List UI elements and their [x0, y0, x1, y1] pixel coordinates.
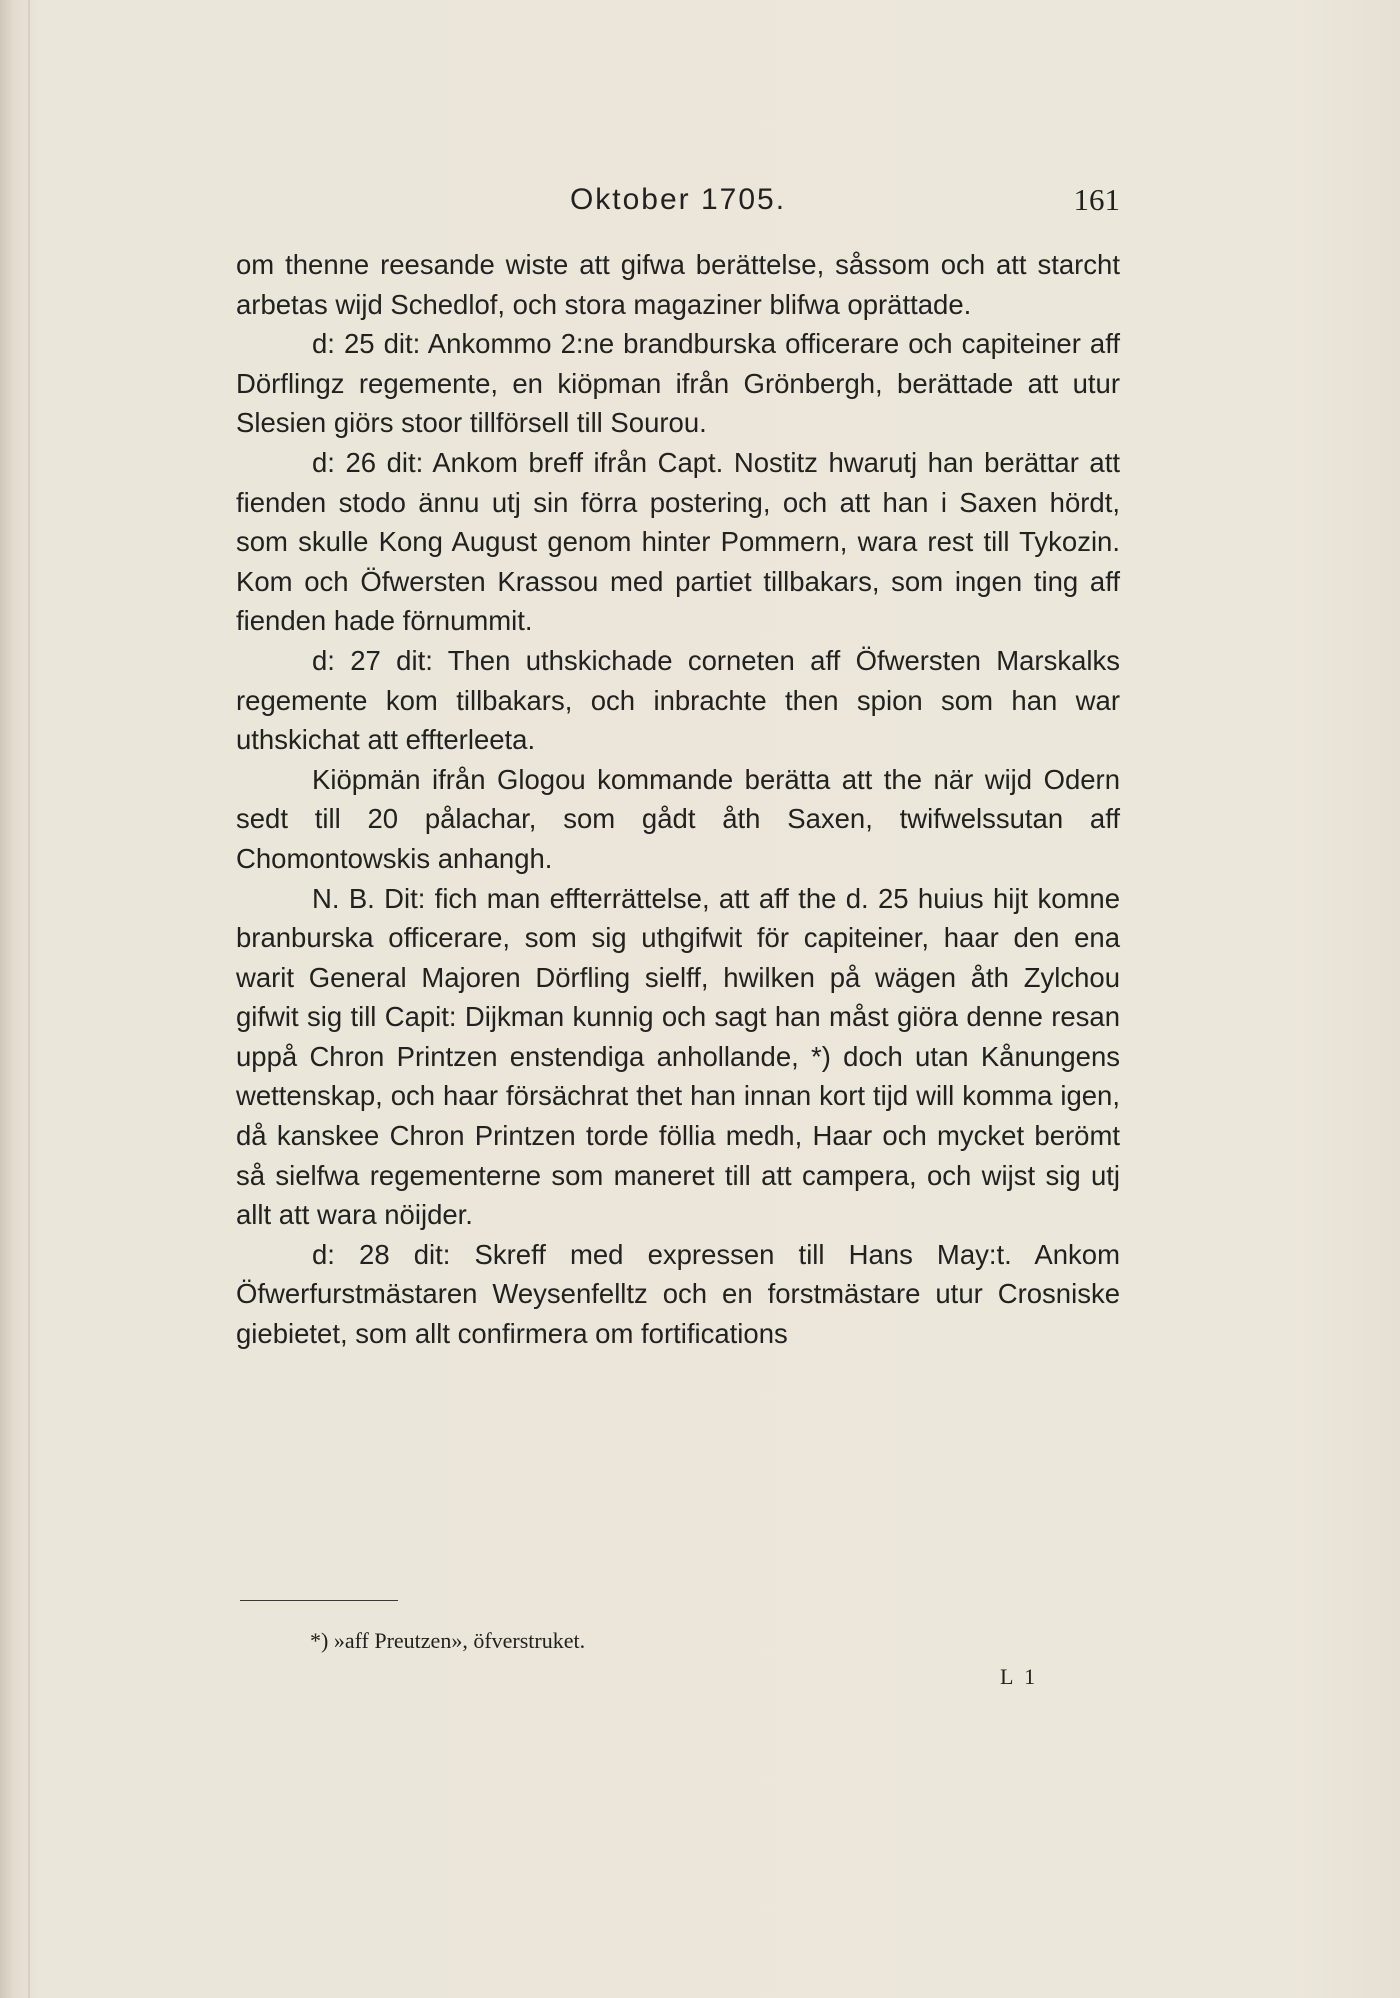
footnote: *) »aff Preutzen», öfverstruket. — [310, 1628, 586, 1653]
running-header — [236, 180, 1120, 220]
signature-mark: L 1 — [1000, 1664, 1039, 1689]
paragraph-continuation: om thenne reesande wiste att gifwa berättelse, såssom och att starcht arbetas wijd Schedlof, och stora magaziner blifwa oprättade. — [236, 249, 1120, 320]
entry-oct-27: d: 27 dit: Then uthskichade corneten aff Öfwersten Marskalks regemente kom tillbakars, och inbrachte then spion som han war uthskichat att effterleeta. — [236, 644, 1120, 756]
paragraph-nota-bene: N. B. Dit: fich man effterrättelse, att aff the d. 25 huius hijt komne branburska officerare, som sig uthgifwit för capiteiner, haar den ena warit General Majoren Dörfling sielff, hwilken på wägen åth Zylchou gifwit sig till Capit: Dijkman kunnig och sagt han måst giöra denne resan uppå Chron Printzen enstendiga anhollande, *) doch utan Kånungens wettenskap, och haar försächrat thet han innan kort tijd will komma igen, då kanskee Chron Printzen torde föllia medh, Haar och mycket berömt så sielfwa regementerne som maneret till att campera, och wijst sig utj allt att wara nöijder. — [236, 882, 1120, 1231]
paragraph-glogou: Kiöpmän ifrån Glogou kommande berätta att the när wijd Odern sedt till 20 pålachar, som gådt åth Saxen, twifwelssutan aff Chomontowskis anhangh. — [236, 763, 1120, 874]
page-number: 161 — [1073, 182, 1120, 217]
running-title: Oktober 1705. — [569, 183, 787, 216]
footnote-rule — [240, 1600, 398, 1601]
page-gutter-edge — [28, 0, 30, 1998]
entry-oct-25: d: 25 dit: Ankommo 2:ne brandburska officerare och capiteiner aff Dörflingz regemente, en kiöpman ifrån Grönbergh, berättade att utur Slesien giörs stoor tillförsell till Sourou. — [236, 328, 1120, 439]
entry-oct-28: d: 28 dit: Skreff med expressen till Hans May:t. Ankom Öfwerfurstmästaren Weysenfelltz och en forstmästare utur Crosniske giebietet, som allt confirmera om fortifications — [236, 1238, 1120, 1350]
entry-oct-26: d: 26 dit: Ankom breff ifrån Capt. Nostitz hwarutj han berättar att fienden stodo ännu utj sin förra postering, och att han i Saxen hördt, som skulle Kong August genom hinter Pommern, wara rest till Tykozin. Kom och Öfwersten Krassou med partiet tillbakars, som ingen ting aff fienden hade förnummit. — [236, 446, 1120, 637]
body-text — [236, 245, 1120, 1354]
